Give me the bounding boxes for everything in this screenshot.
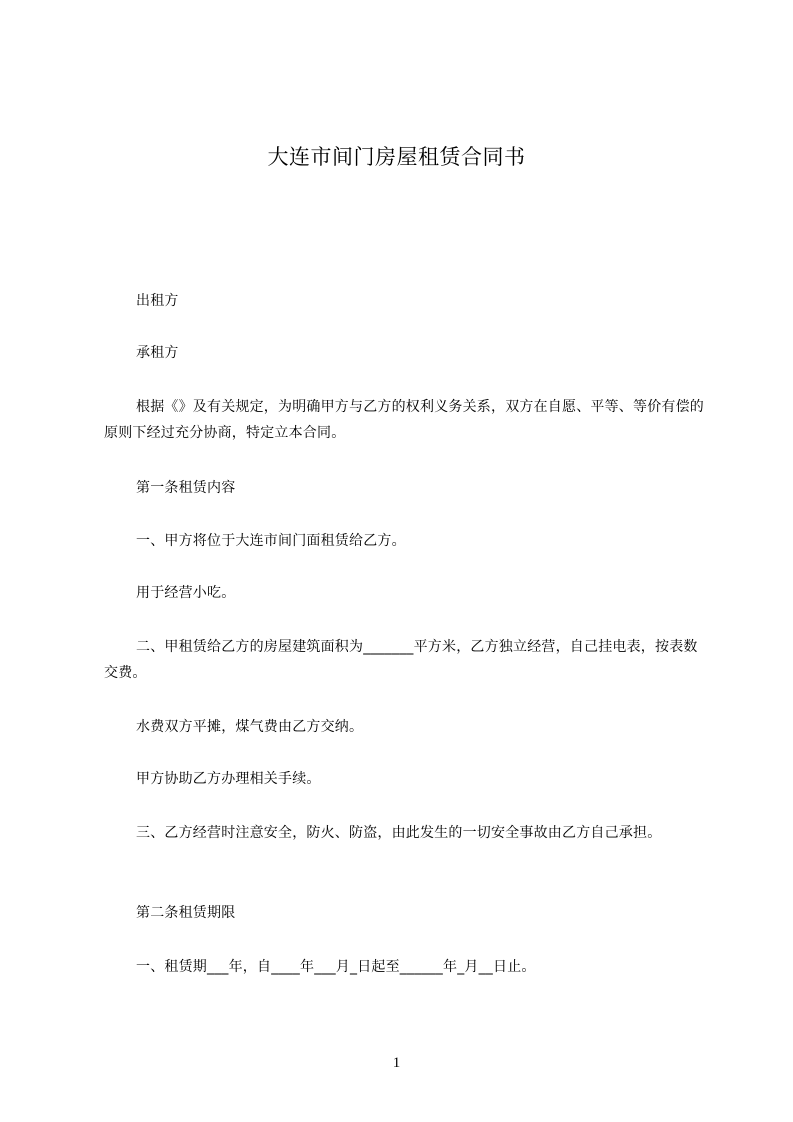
heading-article-2: 第二条租赁期限 xyxy=(136,905,236,921)
paragraph-lessee: 承租方 xyxy=(136,345,179,361)
paragraph-clause-1-2: 二、甲租赁给乙方的房屋建筑面积为_______平方米，乙方独立经营，自己挂电表，按表数交费。 xyxy=(104,639,698,681)
document-title: 大连市间门房屋租赁合同书 xyxy=(267,145,526,169)
paragraph-clause-1-1: 一、甲方将位于大连市间门面租赁给乙方。 xyxy=(136,533,406,549)
page-number: 1 xyxy=(392,1055,401,1071)
paragraph-utilities: 水费双方平摊，煤气费由乙方交纳。 xyxy=(136,719,364,735)
paragraph-clause-1-3: 三、乙方经营时注意安全，防火、防盗，由此发生的一切安全事故由乙方自己承担。 xyxy=(136,825,662,841)
heading-article-1: 第一条租赁内容 xyxy=(136,480,236,496)
paragraph-clause-2-1: 一、租赁期___年，自____年___月_日起至______年_月__日止。 xyxy=(136,959,536,975)
paragraph-usage: 用于经营小吃。 xyxy=(136,585,236,601)
paragraph-lessor: 出租方 xyxy=(136,293,179,309)
paragraph-procedures: 甲方协助乙方办理相关手续。 xyxy=(136,771,321,787)
paragraph-preamble: 根据《》及有关规定，为明确甲方与乙方的权利义务关系，双方在自愿、平等、等价有偿的原则下经过充分协商，特定立本合同。 xyxy=(104,399,704,441)
